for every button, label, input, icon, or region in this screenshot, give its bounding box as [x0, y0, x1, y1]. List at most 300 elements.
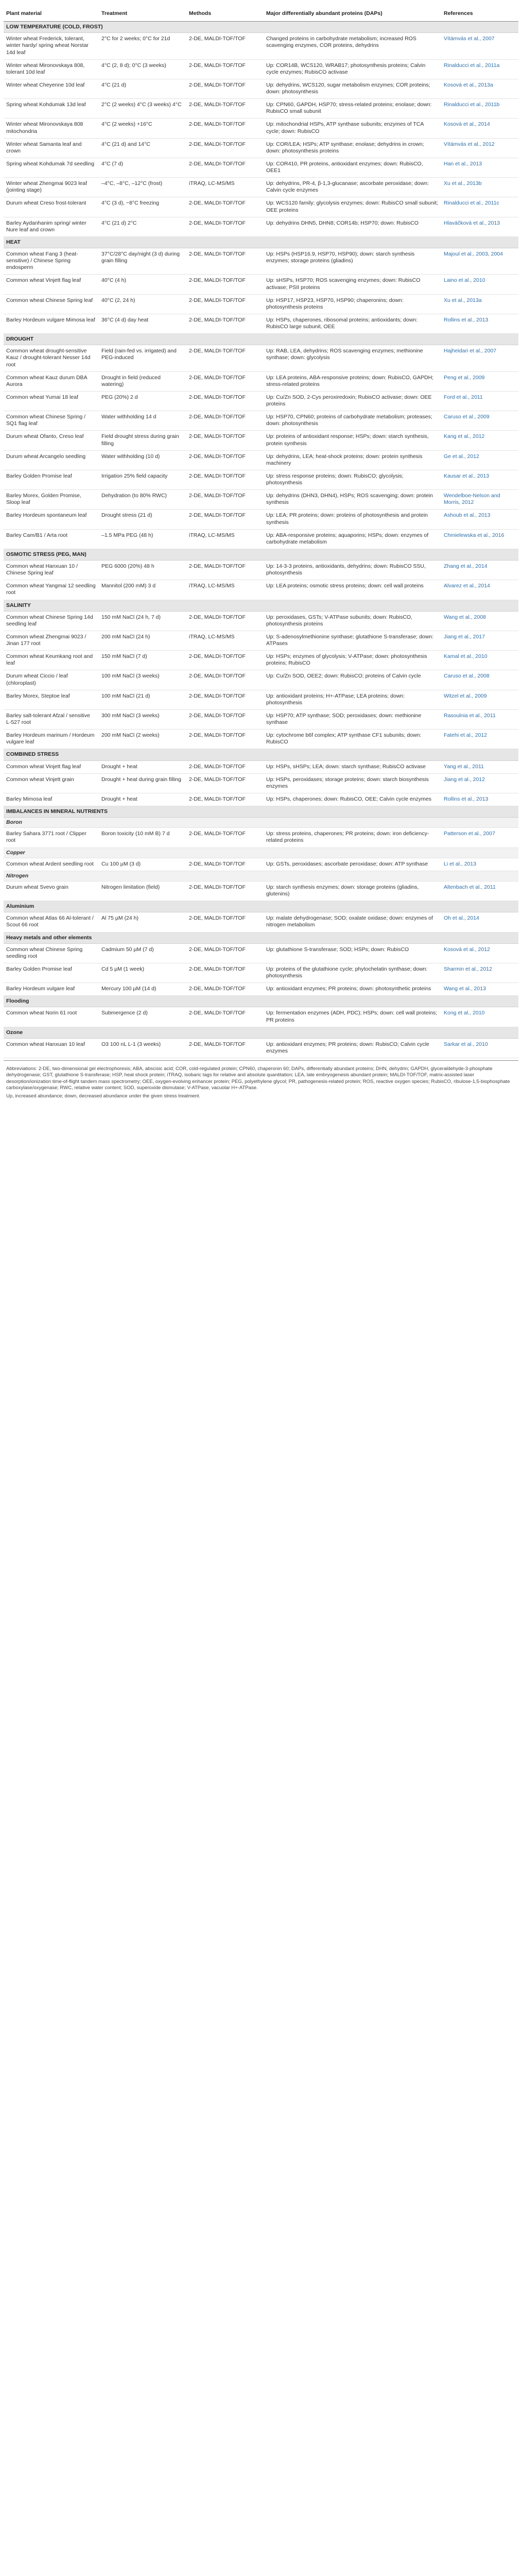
table-row	[4, 431, 518, 450]
plant-material-cell: Common wheat Chinese Spring 14d seedling leaf	[4, 611, 99, 631]
table-row	[4, 773, 518, 793]
methods-cell: 2-DE, MALDI-TOF/TOF	[186, 773, 264, 793]
treatment-cell: Drought stress (21 d)	[99, 510, 186, 529]
section-header-title: HEAT	[4, 236, 518, 248]
daps-cell: Up: 14-3-3 proteins, antioxidants, dehydrins; down: RubisCO SSU, photosynthesis	[264, 561, 441, 580]
reference-cell[interactable]: Peng et al., 2009	[441, 371, 518, 391]
daps-cell: Up: antioxidant enzymes; PR proteins; down: photosynthetic proteins	[264, 983, 441, 996]
methods-cell: 2-DE, MALDI-TOF/TOF	[186, 793, 264, 806]
daps-cell: Up: GSTs, peroxidases; ascorbate peroxidase; down: ATP synthase	[264, 858, 441, 871]
reference-cell[interactable]: Rinalducci et al., 2011b	[441, 99, 518, 118]
section-header-title: IMBALANCES IN MINERAL NUTRIENTS	[4, 806, 518, 818]
treatment-cell: Field drought stress during grain filling	[99, 431, 186, 450]
treatment-cell: PEG (20%) 2 d	[99, 391, 186, 411]
table-row	[4, 99, 518, 118]
daps-cell: Up: HSP17, HSP23, HSP70, HSP90; chaperonins; down: photosynthesis proteins	[264, 294, 441, 314]
header-references: References	[441, 7, 518, 22]
plant-material-cell: Barley Morex, Golden Promise, Sloop leaf	[4, 490, 99, 510]
treatment-cell: 4°C (2, 8 d); 0°C (3 weeks)	[99, 59, 186, 79]
header-plant-material: Plant material	[4, 7, 99, 22]
daps-cell: Up: ABA-responsive proteins; aquaporins; HSPs; down: enzymes of carbohydrate metabolism	[264, 529, 441, 549]
methods-cell: 2-DE, MALDI-TOF/TOF	[186, 248, 264, 275]
section-header	[4, 22, 518, 33]
section-header-title: COMBINED STRESS	[4, 749, 518, 760]
plant-material-cell: Durum wheat Ofanto, Creso leaf	[4, 431, 99, 450]
reference-cell[interactable]: Kosová et al., 2012	[441, 943, 518, 963]
methods-cell: 2-DE, MALDI-TOF/TOF	[186, 138, 264, 158]
table-row	[4, 118, 518, 138]
table-row	[4, 611, 518, 631]
table-row	[4, 248, 518, 275]
methods-cell: 2-DE, MALDI-TOF/TOF	[186, 99, 264, 118]
reference-cell[interactable]: Majoul et al., 2003, 2004	[441, 248, 518, 275]
methods-cell: 2-DE, MALDI-TOF/TOF	[186, 963, 264, 982]
plant-material-cell: Winter wheat Frederick, tolerant, winter hardy/ spring wheat Norstar 14d leaf	[4, 33, 99, 59]
methods-cell: iTRAQ, LC-MS/MS	[186, 178, 264, 197]
methods-cell: 2-DE, MALDI-TOF/TOF	[186, 33, 264, 59]
plant-material-cell: Winter wheat Zhengmai 9023 leaf (jointing stage)	[4, 178, 99, 197]
table-row	[4, 943, 518, 963]
treatment-cell: Field (rain-fed vs. irrigated) and PEG-induced	[99, 345, 186, 371]
subsection-header	[4, 871, 518, 881]
treatment-cell: 4°C (21 d)	[99, 79, 186, 98]
reference-cell[interactable]: Fatehi et al., 2012	[441, 730, 518, 749]
reference-cell[interactable]: Rinalducci et al., 2011a	[441, 59, 518, 79]
reference-cell[interactable]: Jiang et al., 2017	[441, 631, 518, 650]
table-row	[4, 314, 518, 333]
table-row	[4, 294, 518, 314]
table-row	[4, 33, 518, 59]
reference-cell[interactable]: Sarkar et al., 2010	[441, 1038, 518, 1058]
methods-cell: iTRAQ, LC-MS/MS	[186, 580, 264, 600]
plant-material-cell: Common wheat Chinese Spring / SQ1 flag leaf	[4, 411, 99, 431]
methods-cell: 2-DE, MALDI-TOF/TOF	[186, 709, 264, 729]
daps-cell: Up: sHSPs, HSP70; ROS scavenging enzymes; down: RubisCO activase; PSII proteins	[264, 275, 441, 294]
plant-material-cell: Common wheat Fang 3 (heat-sensitive) / Chinese Spring endosperm	[4, 248, 99, 275]
reference-cell[interactable]: Alvarez et al., 2014	[441, 580, 518, 600]
section-header	[4, 932, 518, 943]
methods-cell: 2-DE, MALDI-TOF/TOF	[186, 510, 264, 529]
methods-cell: 2-DE, MALDI-TOF/TOF	[186, 431, 264, 450]
daps-cell: Up: COR/LEA; HSPs; ATP synthase; enolase; dehydrins in crown; down: photosynthesis proteins	[264, 138, 441, 158]
header-treatment: Treatment	[99, 7, 186, 22]
treatment-cell: O3 100 nL L-1 (3 weeks)	[99, 1038, 186, 1058]
table-header-row	[4, 7, 518, 22]
daps-cell: Changed proteins in carbohydrate metabolism; increased ROS scavenging enzymes, COR proteins, dehydrins	[264, 33, 441, 59]
daps-cell: Up: peroxidases, GSTs; V-ATPase subunits; down: RubisCO, photosynthesis proteins	[264, 611, 441, 631]
plant-material-cell: Winter wheat Mironovskaya 808, tolerant 10d leaf	[4, 59, 99, 79]
plant-material-cell: Barley Golden Promise leaf	[4, 963, 99, 982]
table-row	[4, 79, 518, 98]
table-row	[4, 1007, 518, 1027]
daps-cell: Up: dehydrins, PR-4, β-1,3-glucanase; ascorbate peroxidase; down: Calvin cycle enzymes	[264, 178, 441, 197]
reference-cell[interactable]: Wang et al., 2013	[441, 983, 518, 996]
reference-cell[interactable]: Oh et al., 2014	[441, 912, 518, 932]
section-header	[4, 901, 518, 912]
reference-cell[interactable]: Yang et al., 2011	[441, 760, 518, 773]
daps-cell: Up: antioxidant proteins; H+-ATPase; LEA proteins; down: photosynthesis	[264, 690, 441, 709]
daps-cell: Up: proteins of the glutathione cycle; phytochelatin synthase; down: photosynthesis	[264, 963, 441, 982]
methods-cell: 2-DE, MALDI-TOF/TOF	[186, 858, 264, 871]
subsection-header	[4, 818, 518, 828]
plant-material-cell: Winter wheat Cheyenne 10d leaf	[4, 79, 99, 98]
plant-material-cell: Barley Hordeum vulgare leaf	[4, 983, 99, 996]
treatment-cell: 200 mM NaCl (24 h)	[99, 631, 186, 650]
table-row	[4, 217, 518, 236]
plant-material-cell: Common wheat Vinjett flag leaf	[4, 760, 99, 773]
plant-material-cell: Barley Hordeum vulgare Mimosa leaf	[4, 314, 99, 333]
section-header	[4, 806, 518, 818]
methods-cell: 2-DE, MALDI-TOF/TOF	[186, 158, 264, 177]
subsection-header-title: Boron	[4, 818, 518, 828]
treatment-cell: Water withholding 14 d	[99, 411, 186, 431]
daps-cell: Up: HSP70; ATP synthase; SOD; peroxidases; down: methionine synthase	[264, 709, 441, 729]
methods-cell: iTRAQ, LC-MS/MS	[186, 631, 264, 650]
daps-cell: Up: dehydrins DHN5, DHN8; COR14b; HSP70; down: RubisCO	[264, 217, 441, 236]
treatment-cell: Mercury 100 µM (14 d)	[99, 983, 186, 996]
methods-cell: 2-DE, MALDI-TOF/TOF	[186, 1007, 264, 1027]
table-row	[4, 391, 518, 411]
treatment-cell: 4°C (21 d) 2°C	[99, 217, 186, 236]
reference-cell[interactable]: Wang et al., 2008	[441, 611, 518, 631]
methods-cell: 2-DE, MALDI-TOF/TOF	[186, 943, 264, 963]
table-row	[4, 275, 518, 294]
plant-material-cell: Common wheat Kauz durum DBA Aurora	[4, 371, 99, 391]
plant-material-cell: Barley Morex, Steptoe leaf	[4, 690, 99, 709]
plant-material-cell: Barley Sahara 3771 root / Clipper root	[4, 828, 99, 848]
daps-cell: Up: LEA proteins, ABA-responsive proteins; down: RubisCO, GAPDH; stress-related proteins	[264, 371, 441, 391]
plant-material-cell: Durum wheat Arcangelo seedling	[4, 450, 99, 470]
treatment-cell: Cu 100 µM (3 d)	[99, 858, 186, 871]
treatment-cell: 40°C (2, 24 h)	[99, 294, 186, 314]
methods-cell: 2-DE, MALDI-TOF/TOF	[186, 983, 264, 996]
table-row	[4, 793, 518, 806]
daps-cell: Up: Cu/Zn SOD, OEE2; down: RubisCO; proteins of Calvin cycle	[264, 670, 441, 690]
methods-cell: 2-DE, MALDI-TOF/TOF	[186, 470, 264, 489]
table-row	[4, 197, 518, 217]
daps-cell: Up: starch synthesis enzymes; down: storage proteins (gliadins, glutenins)	[264, 881, 441, 901]
reference-cell[interactable]: Hajheidari et al., 2007	[441, 345, 518, 371]
plant-material-cell: Common wheat Hanxuan 10 / Chinese Spring leaf	[4, 561, 99, 580]
treatment-cell: 2°C for 2 weeks; 0°C for 21d	[99, 33, 186, 59]
methods-cell: iTRAQ, LC-MS/MS	[186, 529, 264, 549]
reference-cell[interactable]: Laino et al., 2010	[441, 275, 518, 294]
methods-cell: 2-DE, MALDI-TOF/TOF	[186, 59, 264, 79]
methods-cell: 2-DE, MALDI-TOF/TOF	[186, 314, 264, 333]
table-row	[4, 580, 518, 600]
treatment-cell: 200 mM NaCl (2 weeks)	[99, 730, 186, 749]
table-row	[4, 450, 518, 470]
methods-cell: 2-DE, MALDI-TOF/TOF	[186, 197, 264, 217]
reference-cell[interactable]: Kosová et al., 2013a	[441, 79, 518, 98]
section-header-title: OSMOTIC STRESS (PEG, MAN)	[4, 549, 518, 560]
plant-material-cell: Durum wheat Ciccio / leaf (chloroplast)	[4, 670, 99, 690]
treatment-cell: 4°C (2 weeks) +16°C	[99, 118, 186, 138]
methods-cell: 2-DE, MALDI-TOF/TOF	[186, 1038, 264, 1058]
plant-material-cell: Common wheat Hanxuan 10 leaf	[4, 1038, 99, 1058]
reference-cell[interactable]: Ashoub et al., 2013	[441, 510, 518, 529]
plant-material-cell: Durum wheat Creso frost-tolerant	[4, 197, 99, 217]
reference-cell[interactable]: Rinalducci et al., 2011c	[441, 197, 518, 217]
section-header-title: Heavy metals and other elements	[4, 932, 518, 943]
daps-cell: Up: dehydrins, WCS120, sugar metabolism enzymes; COR proteins; down: photosynthesis	[264, 79, 441, 98]
reference-cell[interactable]: Rasoulnia et al., 2011	[441, 709, 518, 729]
plant-material-cell: Common wheat Chinese Spring seedling root	[4, 943, 99, 963]
reference-cell[interactable]: Vítámvás et al., 2012	[441, 138, 518, 158]
table-row	[4, 828, 518, 848]
plant-material-cell: Common wheat Yumai 18 leaf	[4, 391, 99, 411]
table-row	[4, 709, 518, 729]
methods-cell: 2-DE, MALDI-TOF/TOF	[186, 79, 264, 98]
table-row	[4, 138, 518, 158]
treatment-cell: Drought + heat	[99, 793, 186, 806]
treatment-cell: Submergence (2 d)	[99, 1007, 186, 1027]
plant-material-cell: Durum wheat Svevo grain	[4, 881, 99, 901]
reference-cell[interactable]: Ford et al., 2011	[441, 391, 518, 411]
section-header	[4, 600, 518, 611]
plant-material-cell: Barley Hordeum spontaneum leaf	[4, 510, 99, 529]
treatment-cell: Boron toxicity (10 mM B) 7 d	[99, 828, 186, 848]
plant-material-cell: Winter wheat Samanta leaf and crown	[4, 138, 99, 158]
table-row	[4, 631, 518, 650]
plant-material-cell: Barley Aydanhanim spring/ winter Nure leaf and crown	[4, 217, 99, 236]
reference-cell[interactable]: Xu et al., 2013b	[441, 178, 518, 197]
daps-cell: Up: fermentation enzymes (ADH, PDC); HSPs; down: cell wall proteins; PR proteins	[264, 1007, 441, 1027]
methods-cell: 2-DE, MALDI-TOF/TOF	[186, 450, 264, 470]
treatment-cell: Drought in field (reduced watering)	[99, 371, 186, 391]
daps-cell: Up: HSPs, chaperones; down: RubisCO, OEE; Calvin cycle enzymes	[264, 793, 441, 806]
reference-cell[interactable]: Kosová et al., 2014	[441, 118, 518, 138]
reference-cell[interactable]: Kausar et al., 2013	[441, 470, 518, 489]
section-header	[4, 549, 518, 560]
methods-cell: 2-DE, MALDI-TOF/TOF	[186, 611, 264, 631]
table-body	[4, 22, 518, 1058]
table-row	[4, 730, 518, 749]
methods-cell: 2-DE, MALDI-TOF/TOF	[186, 294, 264, 314]
daps-cell: Up: HSP70, CPN60; proteins of carbohydrate metabolism; proteases; down: photosynthesis	[264, 411, 441, 431]
treatment-cell: 300 mM NaCl (3 weeks)	[99, 709, 186, 729]
table-row	[4, 690, 518, 709]
table-row	[4, 912, 518, 932]
methods-cell: 2-DE, MALDI-TOF/TOF	[186, 690, 264, 709]
table-row	[4, 510, 518, 529]
plant-material-cell: Barley Cam/B1 / Arta root	[4, 529, 99, 549]
table-row	[4, 670, 518, 690]
plant-material-cell: Common wheat Zhengmai 9023 / Jinan 177 root	[4, 631, 99, 650]
treatment-cell: 40°C (4 h)	[99, 275, 186, 294]
daps-cell: Up: CPN60, GAPDH, HSP70; stress-related proteins; enolase; down: RubisCO small subunit	[264, 99, 441, 118]
reference-cell[interactable]: Ge et al., 2012	[441, 450, 518, 470]
treatment-cell: 4°C (3 d), −8°C freezing	[99, 197, 186, 217]
methods-cell: 2-DE, MALDI-TOF/TOF	[186, 345, 264, 371]
plant-material-cell: Common wheat Vinjett grain	[4, 773, 99, 793]
methods-cell: 2-DE, MALDI-TOF/TOF	[186, 371, 264, 391]
daps-cell: Up: HSPs, peroxidases; storage proteins; down: starch biosynthesis enzymes	[264, 773, 441, 793]
treatment-cell: Cd 5 µM (1 week)	[99, 963, 186, 982]
subsection-header-title: Copper	[4, 848, 518, 858]
section-header	[4, 1027, 518, 1038]
reference-cell[interactable]: Rollins et al., 2013	[441, 314, 518, 333]
reference-cell[interactable]: Rollins et al., 2013	[441, 793, 518, 806]
treatment-cell: Al 75 µM (24 h)	[99, 912, 186, 932]
reference-cell[interactable]: Kamal et al., 2010	[441, 651, 518, 670]
plant-material-cell: Common wheat Ardent seedling root	[4, 858, 99, 871]
daps-cell: Up: Cu/Zn SOD, 2-Cys peroxiredoxin; RubisCO activase; down: OEE proteins	[264, 391, 441, 411]
treatment-cell: 2°C (2 weeks) 4°C (3 weeks) 4°C	[99, 99, 186, 118]
footnote-paragraph: Up, increased abundance; down, decreased abundance under the given stress treatment.	[6, 1093, 201, 1099]
treatment-cell: Water withholding (10 d)	[99, 450, 186, 470]
treatment-cell: 150 mM NaCl (24 h, 7 d)	[99, 611, 186, 631]
daps-cell: Up: COR410, PR proteins, antioxidant enzymes; down: RubisCO, OEE1	[264, 158, 441, 177]
subsection-header-title: Nitrogen	[4, 871, 518, 881]
plant-material-cell: Spring wheat Kohdumak 7d seedling	[4, 158, 99, 177]
daps-cell: Up: HSPs; enzymes of glycolysis; V-ATPase; down: photosynthesis proteins; RubisCO	[264, 651, 441, 670]
daps-cell: Up: malate dehydrogenase; SOD; oxalate oxidase; down: enzymes of nitrogen metabolism	[264, 912, 441, 932]
daps-cell: Up: LEA proteins; osmotic stress proteins; down: cell wall proteins	[264, 580, 441, 600]
daps-cell: Up: glutathione S-transferase; SOD; HSPs; down: RubisCO	[264, 943, 441, 963]
daps-cell: Up: proteins of antioxidant response; HSPs; down: starch synthesis, protein synthesis	[264, 431, 441, 450]
daps-cell: Up: stress response proteins; down: RubisCO; glycolysis; photosynthesis	[264, 470, 441, 489]
methods-cell: 2-DE, MALDI-TOF/TOF	[186, 411, 264, 431]
table-row	[4, 178, 518, 197]
daps-cell: Up: HSPs (HSP16.9, HSP70, HSP90); down: starch synthesis enzymes; storage proteins (gliadins)	[264, 248, 441, 275]
reference-cell[interactable]: Zhang et al., 2014	[441, 561, 518, 580]
treatment-cell: 100 mM NaCl (21 d)	[99, 690, 186, 709]
reference-cell[interactable]: Li et al., 2013	[441, 858, 518, 871]
daps-cell: Up: WCS120 family; glycolysis enzymes; down: RubisCO small subunit; OEE proteins	[264, 197, 441, 217]
document-page	[4, 0, 518, 1100]
plant-material-cell: Common wheat Atlas 66 Al-tolerant / Scout 66 root	[4, 912, 99, 932]
plant-material-cell: Common wheat Keumkang root and leaf	[4, 651, 99, 670]
treatment-cell: Mannitol (200 mM) 3 d	[99, 580, 186, 600]
reference-cell[interactable]: Xu et al., 2013a	[441, 294, 518, 314]
reference-cell[interactable]: Jiang et al., 2012	[441, 773, 518, 793]
plant-material-cell: Common wheat Chinese Spring leaf	[4, 294, 99, 314]
reference-cell[interactable]: Wendelboe-Nelson and Morris, 2012	[441, 490, 518, 510]
table-footnote	[4, 1060, 518, 1100]
daps-cell: Up: dehydrins, LEA; heat-shock proteins; down: protein synthesis machinery	[264, 450, 441, 470]
reference-cell[interactable]: Han et al., 2013	[441, 158, 518, 177]
treatment-cell: Nitrogen limitation (field)	[99, 881, 186, 901]
treatment-cell: 150 mM NaCl (7 d)	[99, 651, 186, 670]
plant-material-cell: Barley salt-tolerant Afzal / sensitive L-527 root	[4, 709, 99, 729]
table-row	[4, 1038, 518, 1058]
plant-material-cell: Common wheat drought-sensitive Kauz / drought-tolerant Nesser 14d root	[4, 345, 99, 371]
treatment-cell: Drought + heat	[99, 760, 186, 773]
reference-cell[interactable]: Caruso et al., 2008	[441, 670, 518, 690]
treatment-cell: 4°C (21 d) and 14°C	[99, 138, 186, 158]
table-row	[4, 371, 518, 391]
plant-material-cell: Winter wheat Mironovskaya 808 mitochondria	[4, 118, 99, 138]
section-header	[4, 749, 518, 760]
methods-cell: 2-DE, MALDI-TOF/TOF	[186, 912, 264, 932]
reference-cell[interactable]: Caruso et al., 2009	[441, 411, 518, 431]
treatment-cell: Dehydration (to 80% RWC)	[99, 490, 186, 510]
treatment-cell: Cadmium 50 µM (7 d)	[99, 943, 186, 963]
section-header	[4, 334, 518, 345]
table-row	[4, 470, 518, 489]
section-header-title: DROUGHT	[4, 334, 518, 345]
table-row	[4, 490, 518, 510]
table-row	[4, 651, 518, 670]
reference-cell[interactable]: Kang et al., 2012	[441, 431, 518, 450]
daps-cell: Up: antioxidant enzymes; PR proteins; down: RubisCO; Calvin cycle enzymes	[264, 1038, 441, 1058]
table-row	[4, 858, 518, 871]
plant-material-cell: Common wheat Vinjett flag leaf	[4, 275, 99, 294]
methods-cell: 2-DE, MALDI-TOF/TOF	[186, 760, 264, 773]
methods-cell: 2-DE, MALDI-TOF/TOF	[186, 391, 264, 411]
plant-material-cell: Barley Golden Promise leaf	[4, 470, 99, 489]
methods-cell: 2-DE, MALDI-TOF/TOF	[186, 670, 264, 690]
reference-cell[interactable]: Hlaváčková et al., 2013	[441, 217, 518, 236]
table-row	[4, 963, 518, 982]
section-header-title: SALINITY	[4, 600, 518, 611]
treatment-cell: –1.5 MPa PEG (48 h)	[99, 529, 186, 549]
treatment-cell: –4°C, –8°C, –12°C (frost)	[99, 178, 186, 197]
reference-cell[interactable]: Altenbach et al., 2011	[441, 881, 518, 901]
treatment-cell: Irrigation 25% field capacity	[99, 470, 186, 489]
reference-cell[interactable]: Patterson et al., 2007	[441, 828, 518, 848]
section-header-title: Aluminium	[4, 901, 518, 912]
daps-cell: Up: mitochondrial HSPs, ATP synthase subunits; enzymes of TCA cycle; down: RubisCO	[264, 118, 441, 138]
daps-cell: Up: cytochrome b6f complex; ATP synthase CF1 subunits; down: RubisCO	[264, 730, 441, 749]
table-row	[4, 561, 518, 580]
methods-cell: 2-DE, MALDI-TOF/TOF	[186, 118, 264, 138]
daps-cell: Up: dehydrins (DHN3, DHN4), HSPs; ROS scavenging; down: protein synthesis	[264, 490, 441, 510]
treatment-cell: 36°C (4 d) day heat	[99, 314, 186, 333]
reference-cell[interactable]: Sharmin et al., 2012	[441, 963, 518, 982]
reference-cell[interactable]: Vítámvás et al., 2007	[441, 33, 518, 59]
plant-material-cell: Barley Mimosa leaf	[4, 793, 99, 806]
methods-cell: 2-DE, MALDI-TOF/TOF	[186, 561, 264, 580]
table-row	[4, 881, 518, 901]
section-header-title: LOW TEMPERATURE (COLD, FROST)	[4, 22, 518, 33]
footnote-paragraph: Abbreviations: 2-DE, two-dimensional gel electrophoresis; ABA, abscisic acid; COR, cold-regulated protein; CPN60, chaperonin 60; DAPs, differentially abundant proteins; DHN, dehydrin; GAPDH, glyceraldehyde-3-phosphate dehydrogenase; GST, glutathione S-transferase; HSP, heat shock protein; iTRAQ, isobaric tags for relative and absolute quantitation; LEA, late embryogenesis abundant protein; MALDI-TOF/TOF, matrix-assisted laser desorption/ionization time-of-flight tandem mass spectrometry; OEE, oxygen-evolving enhancer protein; PEG, polyethylene glycol; PR, pathogenesis-related protein; ROS, reactive oxygen species; RubisCO, ribulose-1,5-bisphosphate carboxylase/oxygenase; RWC, relative water content; SOD, superoxide dismutase; V-ATPase, vacuolar H+-ATPase.	[6, 1066, 510, 1091]
reference-cell[interactable]: Kong et al., 2010	[441, 1007, 518, 1027]
daps-cell: Up: LEA; PR proteins; down: proteins of photosynthesis and protein synthesis	[264, 510, 441, 529]
daps-cell: Up: HSPs, chaperones, ribosomal proteins; antioxidants; down: RubisCO large subunit, OEE	[264, 314, 441, 333]
table-row	[4, 59, 518, 79]
table-row	[4, 529, 518, 549]
section-header	[4, 236, 518, 248]
methods-cell: 2-DE, MALDI-TOF/TOF	[186, 217, 264, 236]
table-row	[4, 158, 518, 177]
treatment-cell: PEG 6000 (20%) 48 h	[99, 561, 186, 580]
methods-cell: 2-DE, MALDI-TOF/TOF	[186, 828, 264, 848]
section-header-title: Ozone	[4, 1027, 518, 1038]
plant-material-cell: Common wheat Yangmai 12 seedling root	[4, 580, 99, 600]
treatment-cell: 4°C (7 d)	[99, 158, 186, 177]
methods-cell: 2-DE, MALDI-TOF/TOF	[186, 490, 264, 510]
methods-cell: 2-DE, MALDI-TOF/TOF	[186, 651, 264, 670]
daps-cell: Up: COR14B, WCS120, WRAB17; photosynthesis proteins; Calvin cycle enzymes; RubisCO activase	[264, 59, 441, 79]
daps-cell: Up: RAB, LEA, dehydrins; ROS scavenging enzymes; methionine synthase; down: glycolysis	[264, 345, 441, 371]
plant-material-cell: Spring wheat Kohdumak 13d leaf	[4, 99, 99, 118]
header-major-daps: Major differentially abundant proteins (DAPs)	[264, 7, 441, 22]
reference-cell[interactable]: Witzel et al., 2009	[441, 690, 518, 709]
daps-cell: Up: HSPs, sHSPs; LEA; down: starch synthase; RubisCO activase	[264, 760, 441, 773]
table-row	[4, 760, 518, 773]
table-row	[4, 983, 518, 996]
table-row	[4, 411, 518, 431]
methods-cell: 2-DE, MALDI-TOF/TOF	[186, 275, 264, 294]
reference-cell[interactable]: Chmielewska et al., 2016	[441, 529, 518, 549]
table-row	[4, 345, 518, 371]
treatment-cell: 37°C/28°C day/night (3 d) during grain filling	[99, 248, 186, 275]
methods-cell: 2-DE, MALDI-TOF/TOF	[186, 881, 264, 901]
subsection-header	[4, 848, 518, 858]
daps-cell: Up: stress proteins, chaperones; PR proteins; down: iron deficiency-related proteins	[264, 828, 441, 848]
